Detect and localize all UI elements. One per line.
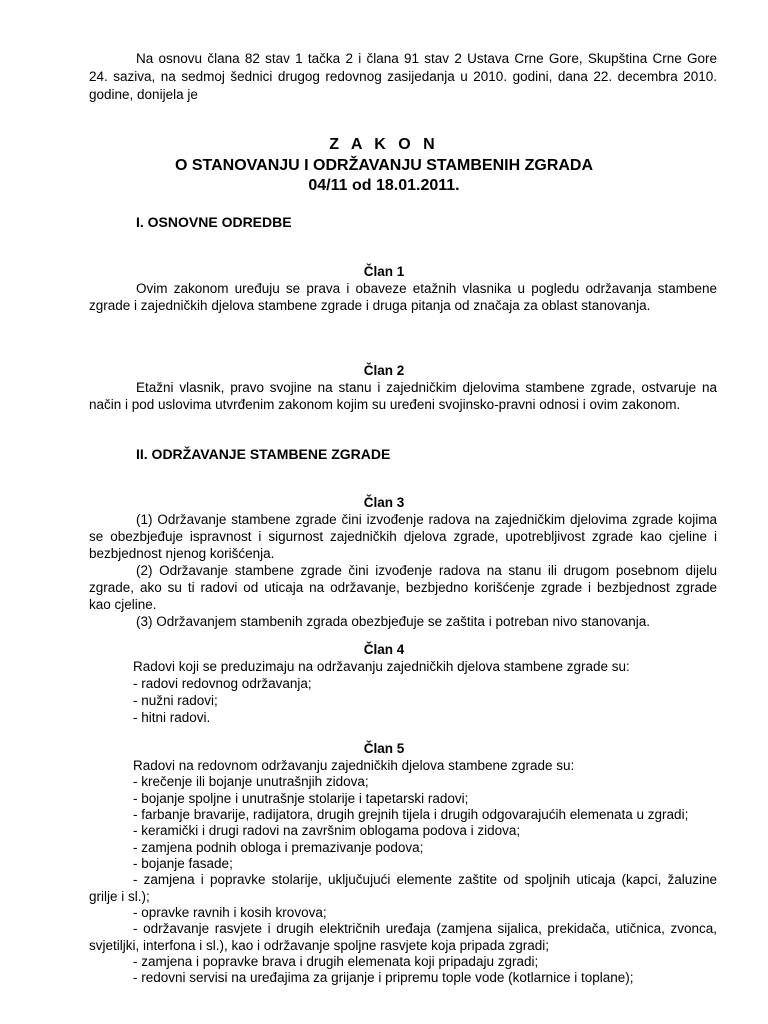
list-item: - zamjena podnih obloga i premazivanje podova; [133, 840, 424, 855]
list-item: - održavanje rasvjete i drugih električnih uređaja (zamjena sijalica, prekidača, utičnica, zvonca, [133, 921, 717, 936]
article-text: zgrade i zajedničkih djelova stambene zgrade i druga pitanja od značaja za oblast stanovanja. [89, 298, 651, 313]
list-item: - farbanje bravarije, radijatora, drugih grejnih tijela i drugih odgovarajućih elemenata u zgradi; [133, 807, 689, 822]
article-text: (1) Održavanje stambene zgrade čini izvođenje radova na zajedničkim djelovima zgrade kojima [136, 512, 717, 527]
article-heading: Član 3 [363, 495, 405, 510]
list-item: grilje i sl.); [89, 889, 150, 904]
article-text: zgrade, ako su ti radovi od uticaja na održavanje, bezbjedno korišćenje zgrade i bezbjednost zgrade [89, 580, 717, 595]
list-item: - radovi redovnog održavanja; [133, 676, 312, 691]
article-text: Etažni vlasnik, pravo svojine na stanu i zajedničkim djelovima stambene zgrade, ostvaruje na [136, 380, 717, 395]
article-heading: Član 4 [363, 642, 405, 657]
article-text: Radovi koji se preduzimaju na održavanju zajedničkih djelova stambene zgrade su: [133, 659, 630, 674]
article-text: se obezbjeđuje ispravnost i sigurnost zajedničkih djelova zgrade, upotrebljivost zgrade kao cjeline i [89, 529, 717, 544]
list-item: - bojanje fasade; [133, 856, 233, 871]
list-item: - bojanje spoljne i unutrašnje stolarije i tapetarski radovi; [133, 791, 469, 806]
list-item: - nužni radovi; [133, 693, 218, 708]
article-text: Ovim zakonom uređuju se prava i obaveze etažnih vlasnika u pogledu održavanja stambene [136, 281, 717, 296]
article-text: (2) Održavanje stambene zgrade čini izvođenje radova na stanu ili drugom posebnom dijelu [136, 563, 717, 578]
list-item: - zamjena i popravke brava i drugih elemenata koji pripadaju zgradi; [133, 954, 539, 969]
list-item: - opravke ravnih i kosih krovova; [133, 905, 327, 920]
preamble-line: 24. saziva, na sedmoj šednici drugog redovnog zasijedanja u 2010. godini, dana 22. decembra 2010. [89, 69, 717, 84]
section-heading: I. OSNOVNE ODREDBE [136, 214, 292, 230]
law-reference: 04/11 od 18.01.2011. [308, 177, 460, 194]
list-item: - hitni radovi. [133, 710, 211, 725]
list-item: - krečenje ili bojanje unutrašnjih zidova; [133, 774, 369, 789]
article-heading: Član 5 [363, 741, 405, 756]
preamble-line: godine, donijela je [89, 87, 198, 102]
law-title: Z A K O N [329, 136, 439, 153]
article-heading: Član 1 [363, 264, 405, 279]
law-subtitle: O STANOVANJU I ODRŽAVANJU STAMBENIH ZGRADA [174, 157, 594, 174]
article-text: bezbjednost njenog korišćenja. [89, 546, 275, 561]
list-item: - redovni servisi na uređajima za grijanje i pripremu tople vode (kotlarnice i toplane); [133, 970, 634, 985]
article-text: kao cjeline. [89, 597, 157, 612]
list-item: svjetiljki, interfona i sl.), kao i održavanje spoljne rasvjete koja pripada zgradi; [89, 938, 549, 953]
list-item: - keramički i drugi radovi na završnim oblogama podova i zidova; [133, 823, 521, 838]
list-item: - zamjena i popravke stolarije, uključujući elemente zaštite od spoljnih uticaja (kapci, žaluzine [133, 872, 717, 887]
article-text: (3) Održavanjem stambenih zgrada obezbjeđuje se zaštita i potreban nivo stanovanja. [136, 614, 651, 629]
preamble-line: Na osnovu člana 82 stav 1 tačka 2 i člana 91 stav 2 Ustava Crne Gore, Skupština Crne Gore [136, 51, 717, 66]
article-heading: Član 2 [363, 363, 405, 378]
article-text: način i pod uslovima utvrđenim zakonom kojim su uređeni svojinsko-pravni odnosi i ovim zakonom. [89, 397, 681, 412]
article-text: Radovi na redovnom održavanju zajedničkih djelova stambene zgrade su: [133, 758, 575, 773]
section-heading: II. ODRŽAVANJE STAMBENE ZGRADE [136, 446, 391, 462]
